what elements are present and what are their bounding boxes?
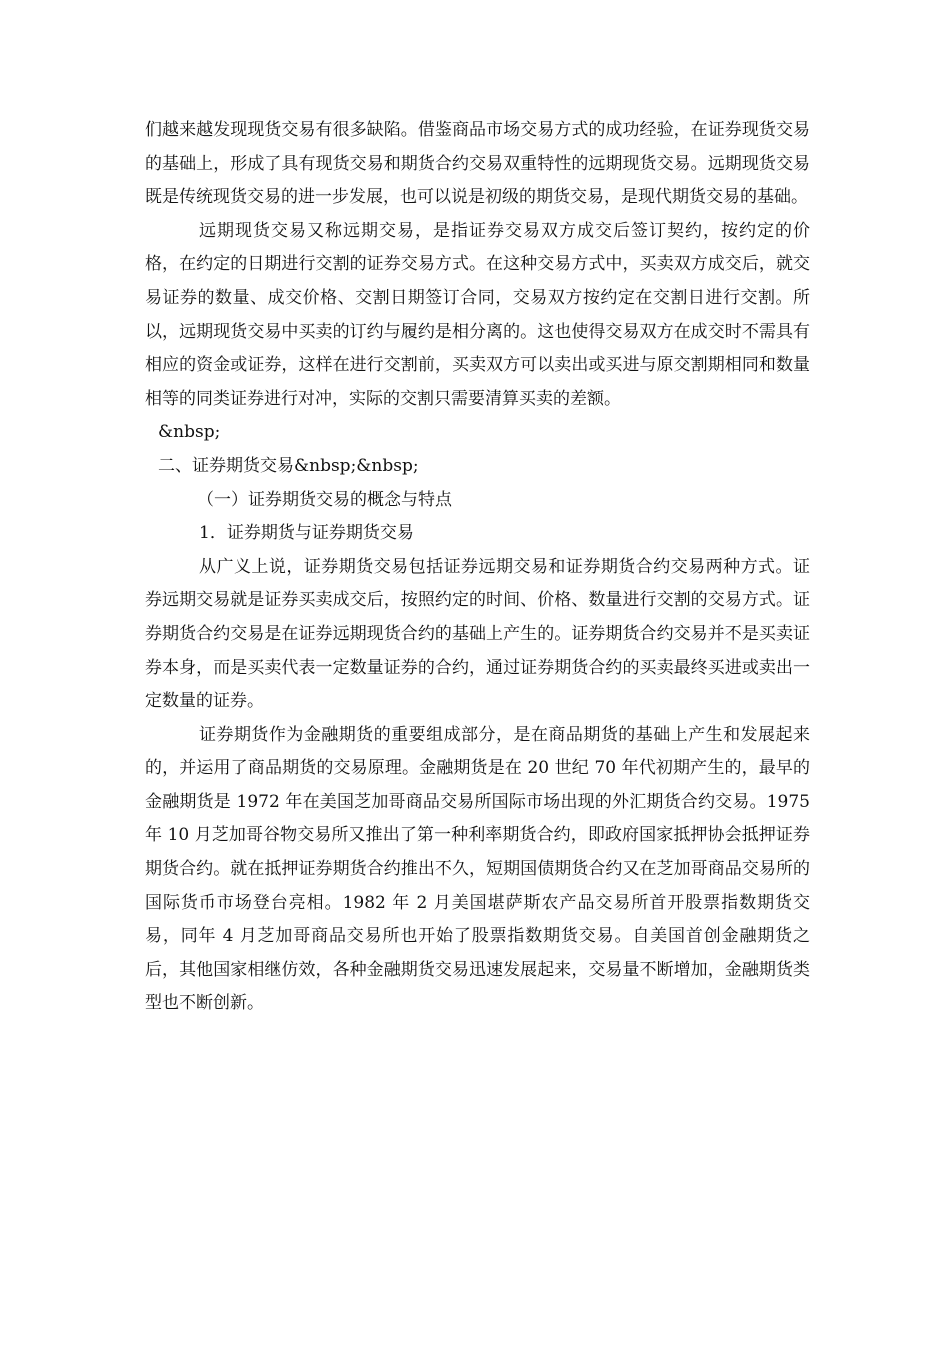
paragraph-spot-trading-continuation: 们越来越发现现货交易有很多缺陷。借鉴商品市场交易方式的成功经验，在证券现货交易的基础上，形成了具有现货交易和期货合约交易双重特性的远期现货交易。远期现货交易既是传统现货交易的进一步发展，也可以说是初级的期货交易，是现代期货交易的基础。 [145, 120, 810, 208]
paragraph-financial-futures-history: 证券期货作为金融期货的重要组成部分，是在商品期货的基础上产生和发展起来的，并运用了商品期货的交易原理。金融期货是在 20 世纪 70 年代初期产生的，最早的金融期货是 1972 年在美国芝加哥商品交易所国际市场出现的外汇期货合约交易。1975 年 10 月芝加哥谷物交易所又推出了第一种利率期货合约，即政府国家抵押协会抵押证券期货合约。就在抵押证券期货合约推出不久，短期国债期货合约又在芝加哥商品交易所的国际货币市场登台亮相。1982 年 2 月美国堪萨斯农产品交易所首开股票指数期货交易，同年 4 月芝加哥商品交易所也开始了股票指数期货交易。自美国首创金融期货之后，其他国家相继仿效，各种金融期货交易迅速发展起来，交易量不断增加，金融期货类型也不断创新。 [145, 724, 810, 1014]
section-heading-securities-futures: 二、证券期货交易&nbsp;&nbsp; [158, 455, 419, 476]
subsection-heading-concept-features: （一）证券期货交易的概念与特点 [197, 489, 452, 510]
item-heading-futures-and-trading: 1．证券期货与证券期货交易 [199, 523, 414, 544]
nbsp-entity-line: &nbsp; [158, 422, 221, 443]
paragraph-forward-trading-definition: 远期现货交易又称远期交易，是指证券交易双方成交后签订契约，按约定的价格，在约定的日期进行交割的证券交易方式。在这种交易方式中，买卖双方成交后，就交易证券的数量、成交价格、交割日期签订合同，交易双方按约定在交割日进行交割。所以，远期现货交易中买卖的订约与履约是相分离的。这也使得交易双方在成交时不需具有相应的资金或证券，这样在进行交割前，买卖双方可以卖出或买进与原交割期相同和数量相等的同类证券进行对冲，实际的交割只需要清算买卖的差额。 [145, 220, 810, 409]
paragraph-broad-definition: 从广义上说，证券期货交易包括证券远期交易和证券期货合约交易两种方式。证券远期交易就是证券买卖成交后，按照约定的时间、价格、数量进行交割的交易方式。证券期货合约交易是在证券远期现货合约的基础上产生的。证券期货合约交易并不是买卖证券本身，而是买卖代表一定数量证券的合约，通过证券期货合约的买卖最终买进或卖出一定数量的证券。 [145, 556, 810, 712]
document-body [145, 114, 810, 1021]
